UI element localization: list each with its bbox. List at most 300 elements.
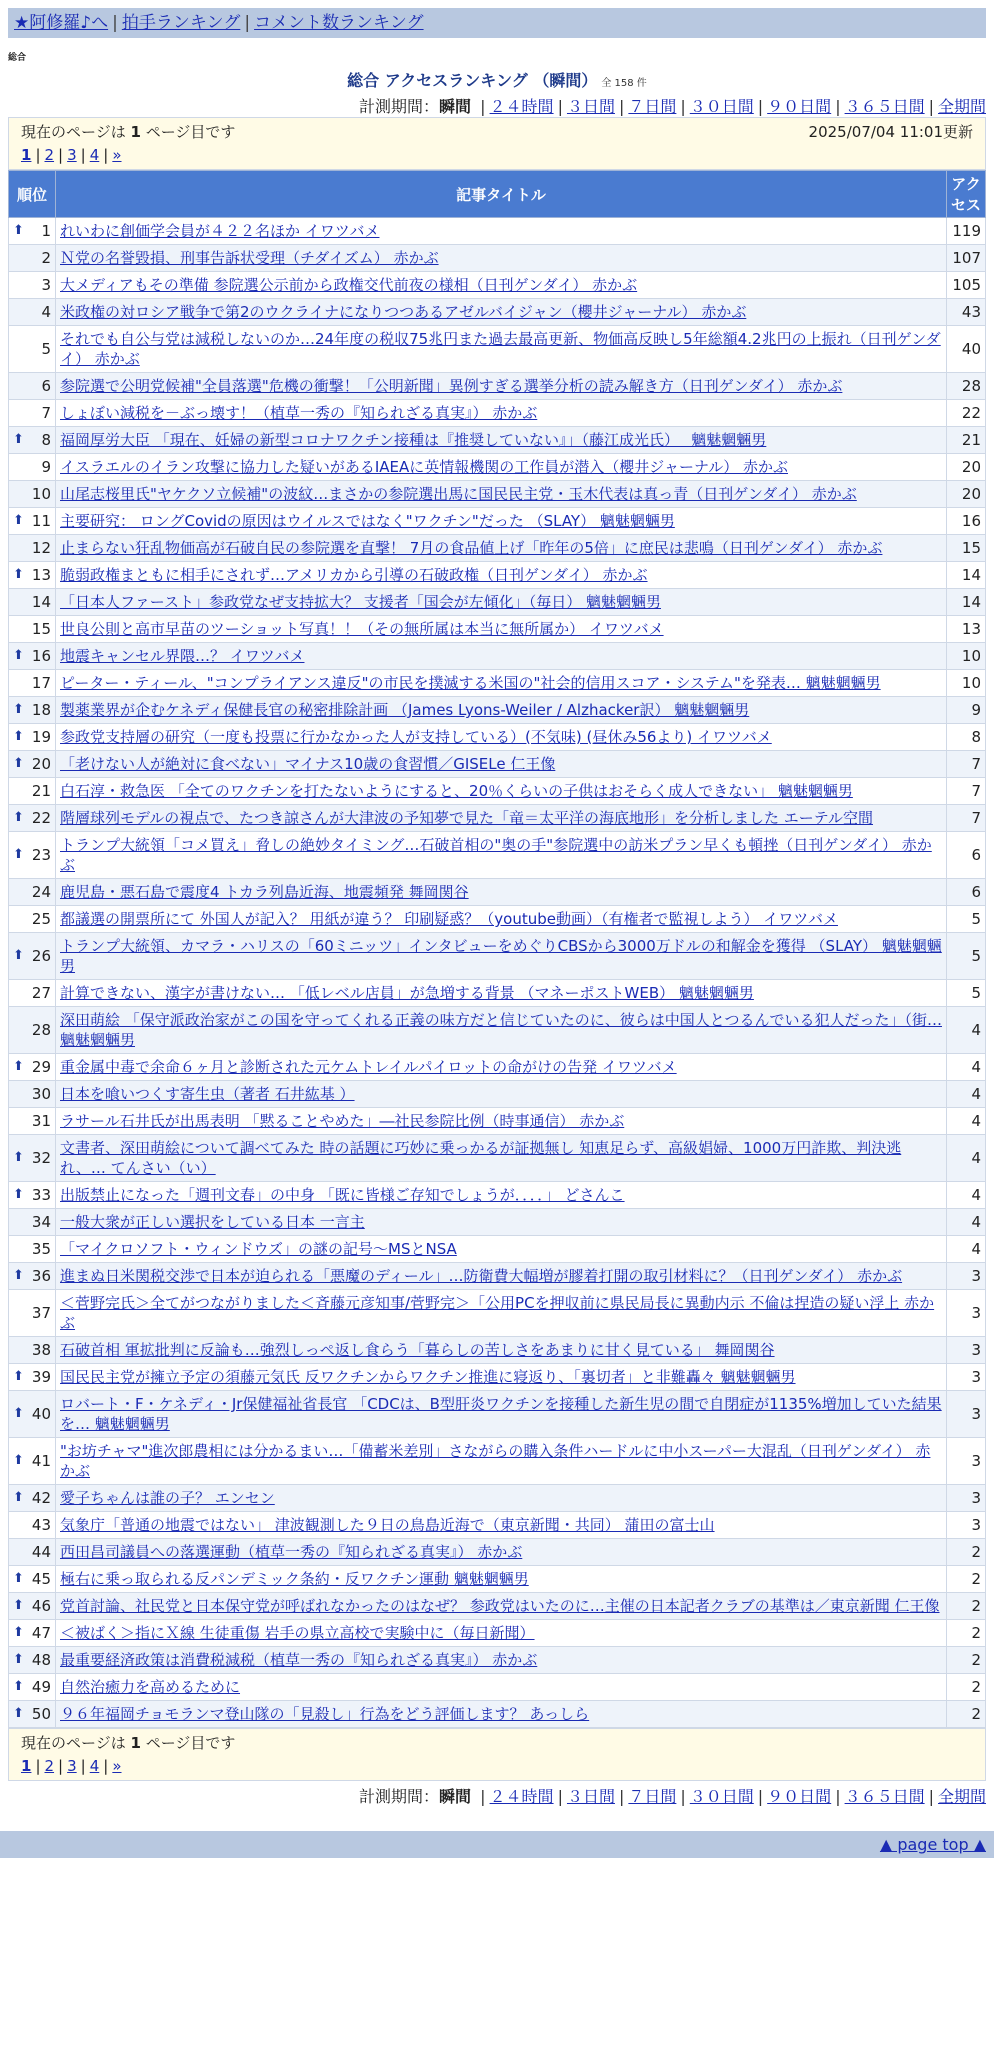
- period-selector-bottom: [8, 1787, 986, 1807]
- separator: |: [835, 1787, 841, 1806]
- total-count: 全 158 件: [601, 78, 647, 89]
- article-link[interactable]: 党首討論、社民党と日本保守党が呼ばれなかったのはなぜ？ 参政党はいたのに…主催の日本記者クラブの基準は／東京新聞 仁王像: [60, 1597, 940, 1615]
- up-arrow-icon: ⬆: [13, 1625, 24, 1640]
- period-link[interactable]: ３０日間: [689, 97, 754, 116]
- period-link[interactable]: ２４時間: [489, 97, 554, 116]
- table-row: [9, 589, 986, 616]
- up-arrow-icon: ⬆: [13, 810, 24, 825]
- table-row: [9, 245, 986, 272]
- title-cell: [56, 933, 947, 980]
- table-row: [9, 1209, 986, 1236]
- title-cell: [56, 299, 947, 326]
- rank-number: 7: [41, 404, 51, 422]
- rank-number: 5: [41, 340, 51, 358]
- page-indicator: 現在のページは 1 ページ目です: [21, 123, 236, 141]
- up-arrow-icon: ⬆: [13, 223, 24, 238]
- pager-top: [21, 145, 973, 165]
- title-cell: [56, 1674, 947, 1701]
- access-count: 4: [947, 1209, 986, 1236]
- rank-cell: [9, 562, 56, 589]
- rank-number: 3: [41, 276, 51, 294]
- rank-number: 12: [31, 539, 51, 557]
- title-cell: [56, 1539, 947, 1566]
- table-row: [9, 1263, 986, 1290]
- article-link[interactable]: 自然治癒力を高めるために: [60, 1678, 241, 1696]
- access-count: 2: [947, 1593, 986, 1620]
- table-row: [9, 616, 986, 643]
- pager-next-link[interactable]: »: [112, 1757, 122, 1775]
- up-arrow-icon: ⬆: [13, 648, 24, 663]
- rank-number: 41: [31, 1452, 51, 1470]
- title-cell: [56, 1485, 947, 1512]
- updated-timestamp: 2025/07/04 11:01更新: [808, 123, 973, 141]
- pager-current[interactable]: 1: [21, 1757, 32, 1775]
- rank-cell: [9, 1364, 56, 1391]
- table-row: [9, 272, 986, 299]
- rank-number: 17: [31, 674, 51, 692]
- access-count: 2: [947, 1620, 986, 1647]
- access-count: 28: [947, 373, 986, 400]
- rank-cell: [9, 454, 56, 481]
- article-link[interactable]: ラサール石井氏が出馬表明 「黙ることやめた」―社民参院比例（時事通信） 赤かぶ: [60, 1112, 625, 1130]
- pager-link[interactable]: 3: [67, 146, 77, 164]
- title-cell: [56, 1593, 947, 1620]
- rank-number: 14: [31, 593, 51, 611]
- rank-cell: [9, 697, 56, 724]
- rank-number: 25: [31, 910, 51, 928]
- period-link[interactable]: ２４時間: [489, 1787, 554, 1806]
- rank-number: 44: [31, 1543, 51, 1561]
- top-nav: [8, 8, 986, 38]
- rank-cell: [9, 508, 56, 535]
- rank-number: 32: [31, 1149, 51, 1167]
- table-row: [9, 218, 986, 245]
- table-row: [9, 643, 986, 670]
- title-cell: [56, 1182, 947, 1209]
- access-count: 9: [947, 697, 986, 724]
- access-count: 2: [947, 1701, 986, 1728]
- rank-cell: [9, 980, 56, 1007]
- rank-cell: [9, 832, 56, 879]
- period-link[interactable]: 全期間: [937, 1787, 986, 1806]
- title-cell: [56, 373, 947, 400]
- article-link[interactable]: 文書者、深田萌絵について調べてみた 時の話題に巧妙に乗っかるが証拠無し 知恵足らず、高級娼婦、1000万円詐欺、判決逃れ、… てんさい（い）: [60, 1139, 902, 1177]
- period-link[interactable]: ３日間: [566, 97, 615, 116]
- separator: |: [618, 97, 625, 116]
- rank-cell: [9, 1391, 56, 1438]
- article-link[interactable]: 世良公則と高市早苗のツーショット写真！！（その無所属は本当に無所属か） イワツバメ: [60, 620, 664, 638]
- pager-link[interactable]: 3: [67, 1757, 77, 1775]
- article-link[interactable]: それでも自公与党は減税しないのか…24年度の税収75兆円また過去最高更新、物価高反映し5年総額4.2兆円の上振れ（日刊ゲンダイ） 赤かぶ: [60, 330, 941, 368]
- table-row: [9, 933, 986, 980]
- pager-link[interactable]: 4: [89, 146, 100, 164]
- article-link[interactable]: 重金属中毒で余命６ヶ月と診断された元ケムトレイルパイロットの命がけの告発 イワツバメ: [60, 1058, 677, 1076]
- title-cell: [56, 218, 947, 245]
- separator: |: [928, 97, 934, 116]
- access-count: 4: [947, 1007, 986, 1054]
- up-arrow-icon: ⬆: [13, 1598, 24, 1613]
- rank-number: 33: [31, 1186, 51, 1204]
- article-link[interactable]: 地震キャンセル界隈…？ イワツバメ: [60, 647, 305, 665]
- article-link[interactable]: 大メディアもその準備 参院選公示前から政権交代前夜の様相（日刊ゲンダイ） 赤かぶ: [60, 276, 638, 294]
- rank-number: 9: [41, 458, 51, 476]
- access-count: 3: [947, 1485, 986, 1512]
- title-cell: [56, 778, 947, 805]
- article-link[interactable]: 計算できない、漢字が書けない… 「低レベル店員」が急増する背景 （マネーポストWEB） 魑魅魍魎男: [60, 984, 754, 1002]
- access-count: 5: [947, 980, 986, 1007]
- article-link[interactable]: 極右に乗っ取られる反パンデミック条約・反ワクチン運動 魑魅魍魎男: [60, 1570, 529, 1588]
- pager-link[interactable]: 2: [44, 146, 55, 164]
- access-count: 16: [947, 508, 986, 535]
- table-row: [9, 879, 986, 906]
- title-cell: [56, 1647, 947, 1674]
- article-link[interactable]: 「老けない人が絶対に食べない」マイナス10歳の食習慣／GISELe 仁王像: [60, 755, 556, 773]
- separator: |: [618, 1787, 625, 1806]
- article-link[interactable]: 階層球列モデルの視点で、たつき諒さんが大津波の予知夢で見た「竜＝太平洋の海底地形」を分析しました エーテル空間: [60, 809, 873, 827]
- article-link[interactable]: 国民民主党が擁立予定の須藤元気氏 反ワクチンからワクチン推進に寝返り、「裏切者」と非難轟々 魑魅魍魎男: [60, 1368, 796, 1386]
- title-cell: [56, 1391, 947, 1438]
- access-count: 4: [947, 1236, 986, 1263]
- rank-cell: [9, 299, 56, 326]
- access-count: 2: [947, 1647, 986, 1674]
- rank-cell: [9, 1674, 56, 1701]
- home-link[interactable]: ★阿修羅♪へ: [14, 13, 109, 33]
- rank-cell: [9, 1337, 56, 1364]
- pager-link[interactable]: 4: [89, 1757, 100, 1775]
- rank-cell: [9, 1566, 56, 1593]
- table-row: [9, 778, 986, 805]
- period-link[interactable]: ３６５日間: [844, 97, 925, 116]
- article-link[interactable]: 気象庁「普通の地震ではない」 津波観測した９日の鳥島近海で（東京新聞・共同） 蒲田の富士山: [60, 1516, 715, 1534]
- period-link[interactable]: ３６５日間: [844, 1787, 925, 1806]
- article-link[interactable]: "お坊チャマ"進次郎農相には分かるまい…「備蓄米差別」さながらの購入条件ハードルに中小スーパー大混乱（日刊ゲンダイ） 赤かぶ: [60, 1442, 931, 1480]
- article-link[interactable]: 一般大衆が正しい選択をしている日本 一言主: [60, 1213, 365, 1231]
- table-row: [9, 1566, 986, 1593]
- separator: |: [757, 1787, 764, 1806]
- separator: |: [928, 1787, 934, 1806]
- article-link[interactable]: ロバート・F・ケネディ・Jr保健福祉省長官 「CDCは、B型肝炎ワクチンを接種した新生児の間で自閉症が1135%増加していた結果を… 魑魅魍魎男: [60, 1395, 942, 1433]
- access-count: 4: [947, 1081, 986, 1108]
- rank-cell: [9, 1007, 56, 1054]
- rank-number: 23: [31, 846, 51, 864]
- article-link[interactable]: 最重要経済政策は消費税減税（植草一秀の『知られざる真実』） 赤かぶ: [60, 1651, 538, 1669]
- title-cell: [56, 1263, 947, 1290]
- clap-ranking-link[interactable]: 拍手ランキング: [121, 13, 241, 33]
- separator: |: [103, 146, 109, 164]
- access-count: 10: [947, 643, 986, 670]
- rank-number: 40: [31, 1405, 51, 1423]
- access-count: 2: [947, 1566, 986, 1593]
- footer-bar: [0, 1831, 994, 1858]
- article-link[interactable]: 参政党支持層の研究（一度も投票に行かなかった人が支持している）(不気味) (昼休み56より) イワツバメ: [60, 728, 772, 746]
- article-link[interactable]: 参院選で公明党候補"全員落選"危機の衝撃！「公明新聞」異例すぎる選挙分析の読み解き方（日刊ゲンダイ） 赤かぶ: [60, 377, 843, 395]
- access-count: 10: [947, 670, 986, 697]
- rank-number: 1: [41, 222, 51, 240]
- title-cell: [56, 427, 947, 454]
- period-link[interactable]: ７日間: [628, 97, 677, 116]
- article-link[interactable]: 石破首相 軍拡批判に反論も…強烈しっぺ返し食らう「暮らしの苦しさをあまりに甘く見ている」 舞岡関谷: [60, 1341, 775, 1359]
- title-cell: [56, 1135, 947, 1182]
- table-row: [9, 454, 986, 481]
- page-top-link[interactable]: ▲ page top ▲: [879, 1835, 986, 1854]
- article-link[interactable]: 米政権の対ロシア戦争で第2のウクライナになりつつあるアゼルバイジャン（櫻井ジャーナル） 赤かぶ: [60, 303, 747, 321]
- title-cell: [56, 508, 947, 535]
- rank-cell: [9, 1290, 56, 1337]
- title-cell: [56, 724, 947, 751]
- article-link[interactable]: 進まぬ日米関税交渉で日本が迫られる「悪魔のディール」…防衛費大幅増が膠着打開の取引材料に？（日刊ゲンダイ） 赤かぶ: [60, 1267, 903, 1285]
- separator: |: [244, 13, 251, 33]
- rank-cell: [9, 1485, 56, 1512]
- article-link[interactable]: トランプ大統領「コメ買え」脅しの絶妙タイミング…石破首相の"奥の手"参院選中の訪米プラン早くも頓挫（日刊ゲンダイ） 赤かぶ: [60, 836, 932, 874]
- article-link[interactable]: ＜被ばく＞指にＸ線 生徒重傷 岩手の県立高校で実験中に（毎日新聞）: [60, 1624, 535, 1642]
- table-row: [9, 1290, 986, 1337]
- access-count: 3: [947, 1364, 986, 1391]
- separator: |: [557, 97, 563, 116]
- table-row: [9, 508, 986, 535]
- rank-number: 45: [31, 1570, 51, 1588]
- access-count: 3: [947, 1512, 986, 1539]
- table-row: [9, 1539, 986, 1566]
- rank-cell: [9, 1593, 56, 1620]
- rank-cell: [9, 589, 56, 616]
- article-link[interactable]: 主要研究： ロングCovidの原因はウイルスではなく"ワクチン"だった （SLAY） 魑魅魍魎男: [60, 512, 675, 530]
- title-cell: [56, 562, 947, 589]
- up-arrow-icon: ⬆: [13, 567, 24, 582]
- access-count: 105: [947, 272, 986, 299]
- access-count: 5: [947, 933, 986, 980]
- category-tag: 総合: [8, 53, 27, 63]
- separator: |: [58, 146, 64, 164]
- separator: |: [35, 1757, 41, 1775]
- access-count: 14: [947, 562, 986, 589]
- rank-cell: [9, 245, 56, 272]
- access-count: 6: [947, 879, 986, 906]
- up-arrow-icon: ⬆: [13, 513, 24, 528]
- rank-number: 29: [31, 1058, 51, 1076]
- title-cell: [56, 1364, 947, 1391]
- article-link[interactable]: イスラエルのイラン攻撃に協力した疑いがあるIAEAに英情報機関の工作員が潜入（櫻井ジャーナル） 赤かぶ: [60, 458, 788, 476]
- title-cell: [56, 832, 947, 879]
- up-arrow-icon: ⬆: [13, 1679, 24, 1694]
- rank-cell: [9, 670, 56, 697]
- period-current: 瞬間: [439, 97, 472, 116]
- up-arrow-icon: ⬆: [13, 756, 24, 771]
- access-count: 7: [947, 805, 986, 832]
- separator: |: [480, 97, 486, 116]
- rank-cell: [9, 616, 56, 643]
- article-link[interactable]: れいわに創価学会員が４２２名ほか イワツバメ: [60, 222, 380, 240]
- access-count: 14: [947, 589, 986, 616]
- up-arrow-icon: ⬆: [13, 1150, 24, 1165]
- article-link[interactable]: ＜菅野完氏＞全てがつながりました＜斉藤元彦知事/菅野完＞「公用PCを押収前に県民局長に異動内示 不倫は捏造の疑い浮上 赤かぶ: [60, 1294, 935, 1332]
- rank-number: 2: [41, 249, 51, 267]
- period-link[interactable]: ９０日間: [767, 1787, 832, 1806]
- table-row: [9, 906, 986, 933]
- access-count: 2: [947, 1539, 986, 1566]
- title-cell: [56, 1620, 947, 1647]
- access-count: 20: [947, 454, 986, 481]
- period-current: 瞬間: [439, 1787, 472, 1806]
- comment-ranking-link[interactable]: コメント数ランキング: [254, 13, 424, 33]
- separator: |: [103, 1757, 109, 1775]
- pager-current[interactable]: 1: [21, 146, 32, 164]
- rank-cell: [9, 643, 56, 670]
- article-link[interactable]: 「日本人ファースト」参政党なぜ支持拡大？ 支援者「国会が左傾化」（毎日） 魑魅魍魎男: [60, 593, 661, 611]
- access-count: 7: [947, 751, 986, 778]
- article-link[interactable]: 福岡厚労大臣 「現在、妊婦の新型コロナワクチン接種は『推奨していない』」（藤江成光氏） 魑魅魍魎男: [60, 431, 767, 449]
- article-link[interactable]: 日本を喰いつくす寄生虫（著者 石井紘基 ）: [60, 1085, 355, 1103]
- article-link[interactable]: 白石淳・救急医 「全てのワクチンを打たないようにすると、20％くらいの子供はおそらく成人できない」 魑魅魍魎男: [60, 782, 853, 800]
- table-row: [9, 1108, 986, 1135]
- rank-number: 42: [31, 1489, 51, 1507]
- rank-number: 36: [31, 1267, 51, 1285]
- article-link[interactable]: 製薬業界が企むケネディ保健長官の秘密排除計画 （James Lyons-Weiler / Alzhacker訳） 魑魅魍魎男: [60, 701, 750, 719]
- rank-number: 46: [31, 1597, 51, 1615]
- rank-number: 27: [31, 984, 51, 1002]
- title-cell: [56, 481, 947, 508]
- article-link[interactable]: ピーター・ティール、"コンプライアンス違反"の市民を撲滅する米国の"社会的信用スコア・システム"を発表… 魑魅魍魎男: [60, 674, 881, 692]
- up-arrow-icon: ⬆: [13, 1187, 24, 1202]
- up-arrow-icon: ⬆: [13, 1490, 24, 1505]
- rank-cell: [9, 400, 56, 427]
- rank-cell: [9, 481, 56, 508]
- period-label: 計測期間：: [359, 97, 440, 116]
- separator: |: [480, 1787, 486, 1806]
- rank-number: 6: [41, 377, 51, 395]
- period-link[interactable]: ３日間: [566, 1787, 615, 1806]
- article-link[interactable]: 止まらない狂乱物価高が石破自民の参院選を直撃！ 7月の食品値上げ「昨年の5倍」に庶民は悲鳴（日刊ゲンダイ） 赤かぶ: [60, 539, 883, 557]
- rank-number: 34: [31, 1213, 51, 1231]
- access-count: 43: [947, 299, 986, 326]
- table-row: [9, 1236, 986, 1263]
- rank-cell: [9, 1236, 56, 1263]
- title-cell: [56, 1236, 947, 1263]
- table-row: [9, 1182, 986, 1209]
- up-arrow-icon: ⬆: [13, 1268, 24, 1283]
- rank-number: 10: [31, 485, 51, 503]
- article-link[interactable]: ９６年福岡チョモランマ登山隊の「見殺し」行為をどう評価します？ あっしら: [60, 1705, 590, 1723]
- separator: |: [835, 97, 841, 116]
- up-arrow-icon: ⬆: [13, 1571, 24, 1586]
- access-count: 4: [947, 1054, 986, 1081]
- rank-number: 48: [31, 1651, 51, 1669]
- title-cell: [56, 751, 947, 778]
- article-link[interactable]: 「マイクロソフト・ウィンドウズ」の謎の記号～MSとNSA: [60, 1240, 457, 1258]
- table-row: [9, 1512, 986, 1539]
- title-cell: [56, 906, 947, 933]
- table-row: [9, 1054, 986, 1081]
- rank-cell: [9, 1539, 56, 1566]
- article-link[interactable]: 脆弱政権まともに相手にされず…アメリカから引導の石破政権（日刊ゲンダイ） 赤かぶ: [60, 566, 648, 584]
- rank-cell: [9, 1263, 56, 1290]
- rank-cell: [9, 1438, 56, 1485]
- access-count: 6: [947, 832, 986, 879]
- table-row: [9, 1081, 986, 1108]
- rank-number: 35: [31, 1240, 51, 1258]
- article-link[interactable]: 愛子ちゃんは誰の子？ エンセン: [60, 1489, 275, 1507]
- rank-number: 28: [31, 1021, 51, 1039]
- rank-cell: [9, 724, 56, 751]
- article-link[interactable]: トランプ大統領、カマラ・ハリスの「60ミニッツ」インタビューをめぐりCBSから3000万ドルの和解金を獲得 （SLAY） 魑魅魍魎男: [60, 937, 942, 975]
- article-link[interactable]: 出版禁止になった「週刊文春」の中身 「既に皆様ご存知でしょうが．．．．」 どさんこ: [60, 1186, 625, 1204]
- up-arrow-icon: ⬆: [13, 702, 24, 717]
- page-heading: [8, 68, 986, 91]
- article-link[interactable]: Ｎ党の名誉毀損、刑事告訴状受理（チダイズム） 赤かぶ: [60, 249, 439, 267]
- table-row: [9, 1701, 986, 1728]
- access-count: 8: [947, 724, 986, 751]
- title-cell: [56, 454, 947, 481]
- rank-number: 4: [41, 303, 51, 321]
- title-cell: [56, 245, 947, 272]
- period-link[interactable]: ３０日間: [689, 1787, 754, 1806]
- title-cell: [56, 879, 947, 906]
- article-link[interactable]: 深田萌絵 「保守派政治家がこの国を守ってくれる正義の味方だと信じていたのに、彼らは中国人とつるんでいる犯人だった」（街… 魑魅魍魎男: [60, 1011, 942, 1049]
- rank-number: 50: [31, 1705, 51, 1723]
- pager-link[interactable]: 2: [44, 1757, 55, 1775]
- article-link[interactable]: 山尾志桜里氏"ヤケクソ立候補"の波紋…まさかの参院選出馬に国民民主党・玉木代表は真っ青（日刊ゲンダイ） 赤かぶ: [60, 485, 857, 503]
- pager-next-link[interactable]: »: [112, 146, 122, 164]
- up-arrow-icon: ⬆: [13, 1453, 24, 1468]
- up-arrow-icon: ⬆: [13, 1406, 24, 1421]
- period-link[interactable]: 全期間: [937, 97, 986, 116]
- table-row: [9, 697, 986, 724]
- title-cell: [56, 1007, 947, 1054]
- access-count: 22: [947, 400, 986, 427]
- rank-cell: [9, 535, 56, 562]
- page-info-bottom: [8, 1728, 986, 1781]
- separator: |: [58, 1757, 64, 1775]
- title-cell: [56, 326, 947, 373]
- title-cell: [56, 589, 947, 616]
- article-link[interactable]: 鹿児島・悪石島で震度4 トカラ列島近海、地震頻発 舞岡関谷: [60, 883, 469, 901]
- table-row: [9, 1647, 986, 1674]
- period-link[interactable]: ７日間: [628, 1787, 677, 1806]
- title-cell: [56, 805, 947, 832]
- rank-cell: [9, 906, 56, 933]
- title-cell: [56, 1108, 947, 1135]
- up-arrow-icon: ⬆: [13, 847, 24, 862]
- rank-cell: [9, 373, 56, 400]
- rank-number: 16: [31, 647, 51, 665]
- table-row: [9, 1438, 986, 1485]
- table-row: [9, 427, 986, 454]
- title-cell: [56, 1290, 947, 1337]
- article-link[interactable]: しょぼい減税を－ぶっ壊す！（植草一秀の『知られざる真実』） 赤かぶ: [60, 404, 538, 422]
- access-count: 4: [947, 1135, 986, 1182]
- access-count: 3: [947, 1337, 986, 1364]
- pager-bottom: [21, 1756, 973, 1776]
- access-count: 15: [947, 535, 986, 562]
- rank-cell: [9, 1512, 56, 1539]
- rank-cell: [9, 1209, 56, 1236]
- title-cell: [56, 1337, 947, 1364]
- table-row: [9, 1593, 986, 1620]
- rank-number: 15: [31, 620, 51, 638]
- rank-number: 37: [31, 1304, 51, 1322]
- up-arrow-icon: ⬆: [13, 1369, 24, 1384]
- period-link[interactable]: ９０日間: [767, 97, 832, 116]
- rank-cell: [9, 778, 56, 805]
- rank-number: 21: [31, 782, 51, 800]
- up-arrow-icon: ⬆: [13, 432, 24, 447]
- article-link[interactable]: 都議選の開票所にて 外国人が記入？ 用紙が違う？ 印刷疑惑？（youtube動画）（有権者で監視しよう） イワツバメ: [60, 910, 838, 928]
- title-cell: [56, 1438, 947, 1485]
- table-row: [9, 400, 986, 427]
- up-arrow-icon: ⬆: [13, 948, 24, 963]
- article-link[interactable]: 西田昌司議員への落選運動（植草一秀の『知られざる真実』） 赤かぶ: [60, 1543, 523, 1561]
- title-cell: [56, 400, 947, 427]
- rank-number: 13: [31, 566, 51, 584]
